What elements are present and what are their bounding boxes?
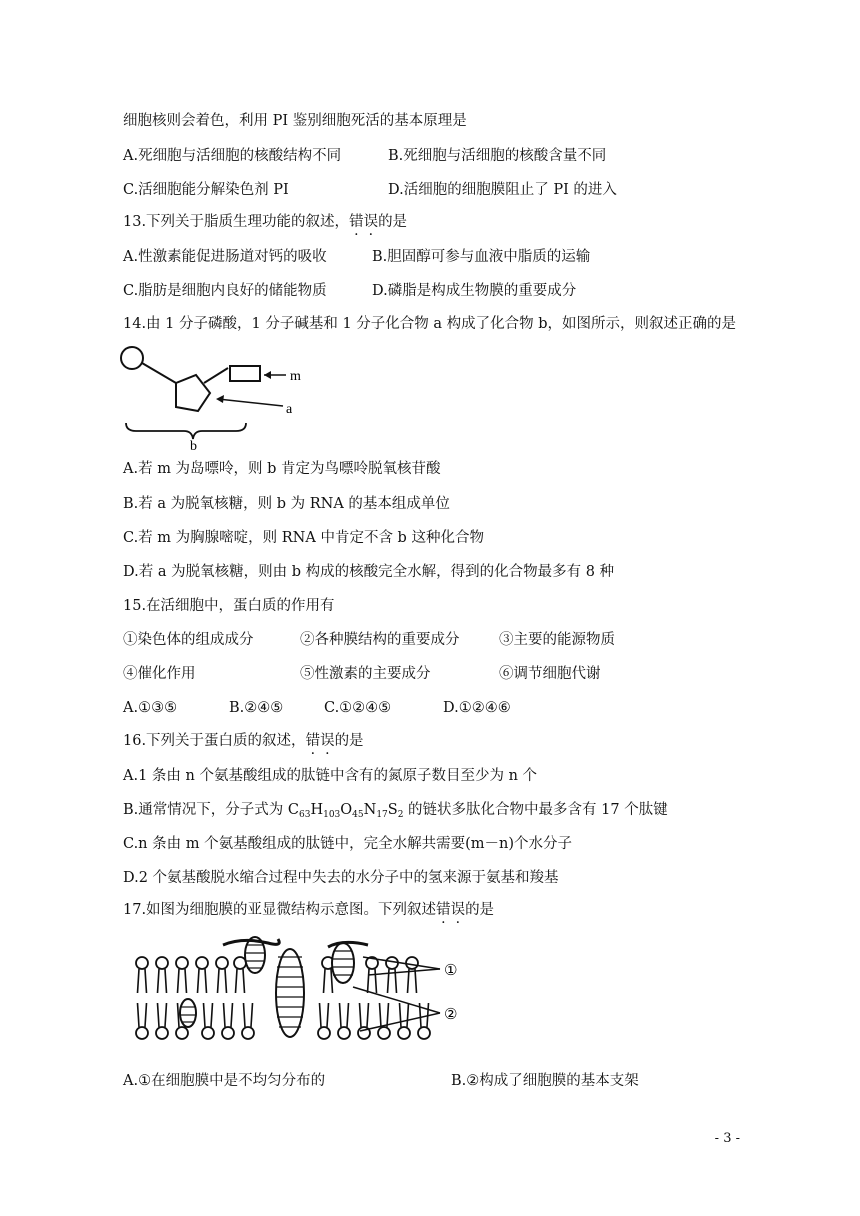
phospholipid-lower: [156, 1003, 168, 1039]
q15-option-c: C.①②④⑤: [324, 700, 392, 716]
phospholipid-upper: [136, 957, 148, 993]
q15-stem: 15.在活细胞中，蛋白质的作用有: [123, 598, 335, 614]
q17-stem-post: 的是: [465, 902, 495, 918]
q12-option-b: B.死细胞与活细胞的核酸含量不同: [388, 148, 607, 164]
q16-stem: [123, 731, 364, 751]
q16-option-c: C.n 条由 m 个氨基酸组成的肽链中，完全水解共需要(m－n)个水分子: [123, 836, 573, 852]
formula-o-count: 45: [352, 810, 364, 820]
phospholipid-upper: [176, 957, 188, 993]
label-a: a: [286, 402, 293, 417]
a-arrowhead: [216, 395, 224, 403]
q15-item-4: ④催化作用: [123, 666, 196, 682]
q15-option-d: D.①②④⑥: [443, 700, 511, 716]
formula-n-count: 17: [376, 810, 388, 820]
q16-stem-pre: 16.下列关于蛋白质的叙述，: [123, 733, 306, 749]
q14-option-a: A.若 m 为岛嘌呤，则 b 肯定为鸟嘌呤脱氧核苷酸: [123, 461, 441, 477]
formula-s-count: 2: [397, 810, 404, 820]
formula-c-count: 63: [298, 810, 311, 820]
q17-option-b: B.②构成了细胞膜的基本支架: [451, 1073, 639, 1089]
phospholipid-upper: [406, 957, 418, 993]
phospholipid-lower: [222, 1003, 234, 1039]
phospholipid-lower: [136, 1003, 148, 1039]
label-2: ②: [444, 1005, 458, 1023]
q16-option-b: [123, 800, 668, 825]
cell-membrane-figure: [128, 935, 473, 1060]
q17-stem: [123, 900, 494, 920]
label-m: m: [290, 369, 301, 384]
q16-option-b-pre: B.通常情况下，分子式为: [123, 802, 288, 818]
embedded-protein: [332, 943, 354, 983]
q12-option-a: A.死细胞与活细胞的核酸结构不同: [123, 148, 342, 164]
q13-stem: [123, 212, 407, 232]
q15-item-5: ⑤性激素的主要成分: [300, 666, 431, 682]
m-arrowhead: [264, 371, 271, 379]
q13-emphasis-2: 误: [363, 214, 379, 230]
phosphate-bond: [142, 363, 176, 383]
q16-option-a: A.1 条由 n 个氨基酸组成的肽链中含有的氮原子数目至少为 n 个: [123, 768, 538, 784]
phospholipid-upper: [196, 957, 208, 993]
q13-option-d: D.磷脂是构成生物膜的重要成分: [372, 283, 577, 299]
formula: [288, 802, 404, 818]
a-arrow: [218, 399, 283, 406]
q12-stem-tail: 细胞核则会着色，利用 PI 鉴别细胞死活的基本原理是: [123, 113, 467, 129]
phosphate-circle: [121, 347, 143, 369]
b-brace: [126, 423, 246, 439]
q15-option-a: A.①③⑤: [123, 700, 178, 716]
formula-c: C: [287, 802, 299, 818]
q17-option-a: A.①在细胞膜中是不均匀分布的: [123, 1073, 326, 1089]
q14-option-c: C.若 m 为胸腺嘧啶，则 RNA 中肯定不含 b 这种化合物: [123, 530, 484, 546]
label-b: b: [190, 439, 197, 453]
q13-option-b: B.胆固醇可参与血液中脂质的运输: [372, 249, 591, 265]
formula-h: H: [310, 802, 324, 818]
q12-option-d: D.活细胞的细胞膜阻止了 PI 的进入: [388, 182, 617, 198]
q15-option-b: B.②④⑤: [229, 700, 284, 716]
phospholipid-lower: [242, 1003, 254, 1039]
phospholipid-lower: [378, 1003, 390, 1039]
page-number: - 3 -: [714, 1131, 740, 1146]
transmembrane-protein: [276, 949, 304, 1037]
formula-o: O: [340, 802, 353, 818]
phospholipid-upper: [234, 957, 246, 993]
phospholipid-upper: [216, 957, 228, 993]
nucleotide-figure: [118, 343, 318, 453]
phospholipid-lower: [318, 1003, 330, 1039]
q13-stem-post: 的是: [378, 214, 408, 230]
q14-option-b: B.若 a 为脱氧核糖，则 b 为 RNA 的基本组成单位: [123, 496, 450, 512]
phospholipid-lower: [338, 1003, 350, 1039]
formula-n: N: [363, 802, 377, 818]
label-1: ①: [444, 961, 458, 979]
q15-item-2: ②各种膜结构的重要成分: [300, 632, 460, 648]
q13-option-c: C.脂肪是细胞内良好的储能物质: [123, 283, 327, 299]
q16-emphasis-1: 错: [305, 733, 321, 749]
base-bond: [204, 368, 228, 383]
q13-stem-pre: 13.下列关于脂质生理功能的叙述，: [123, 214, 350, 230]
pointer-1b: [368, 969, 440, 975]
q14-stem: 14.由 1 分子磷酸，1 分子碱基和 1 分子化合物 a 构成了化合物 b，如图所示，则叙述正确的是: [123, 316, 737, 332]
q17-stem-pre: 17.如图为细胞膜的亚显微结构示意图。下列叙述: [123, 902, 437, 918]
q12-option-c: C.活细胞能分解染色剂 PI: [123, 182, 289, 198]
pentose-ring: [176, 375, 210, 411]
q15-item-6: ⑥调节细胞代谢: [499, 666, 601, 682]
phospholipid-upper: [156, 957, 168, 993]
q16-stem-post: 的是: [334, 733, 364, 749]
q15-item-1: ①染色体的组成成分: [123, 632, 254, 648]
formula-s: S: [387, 802, 398, 818]
q13-emphasis-1: 错: [349, 214, 364, 230]
q17-emphasis-2: 误: [450, 902, 466, 918]
base-rectangle: [230, 366, 260, 381]
q17-emphasis-1: 错: [436, 902, 451, 918]
phospholipid-lower: [202, 1003, 214, 1039]
q13-option-a: A.性激素能促进肠道对钙的吸收: [123, 249, 327, 265]
q16-emphasis-2: 误: [320, 733, 335, 749]
q14-option-d: D.若 a 为脱氧核糖，则由 b 构成的核酸完全水解，得到的化合物最多有 8 种: [123, 564, 615, 580]
q16-option-b-post: 的链状多肽化合物中最多含有 17 个肽键: [403, 802, 668, 818]
inner-protein: [180, 999, 196, 1027]
phospholipid-lower: [358, 1003, 370, 1039]
q15-item-3: ③主要的能源物质: [499, 632, 615, 648]
q16-option-d: D.2 个氨基酸脱水缩合过程中失去的水分子中的氢来源于氨基和羧基: [123, 870, 559, 886]
formula-h-count: 103: [323, 810, 341, 820]
